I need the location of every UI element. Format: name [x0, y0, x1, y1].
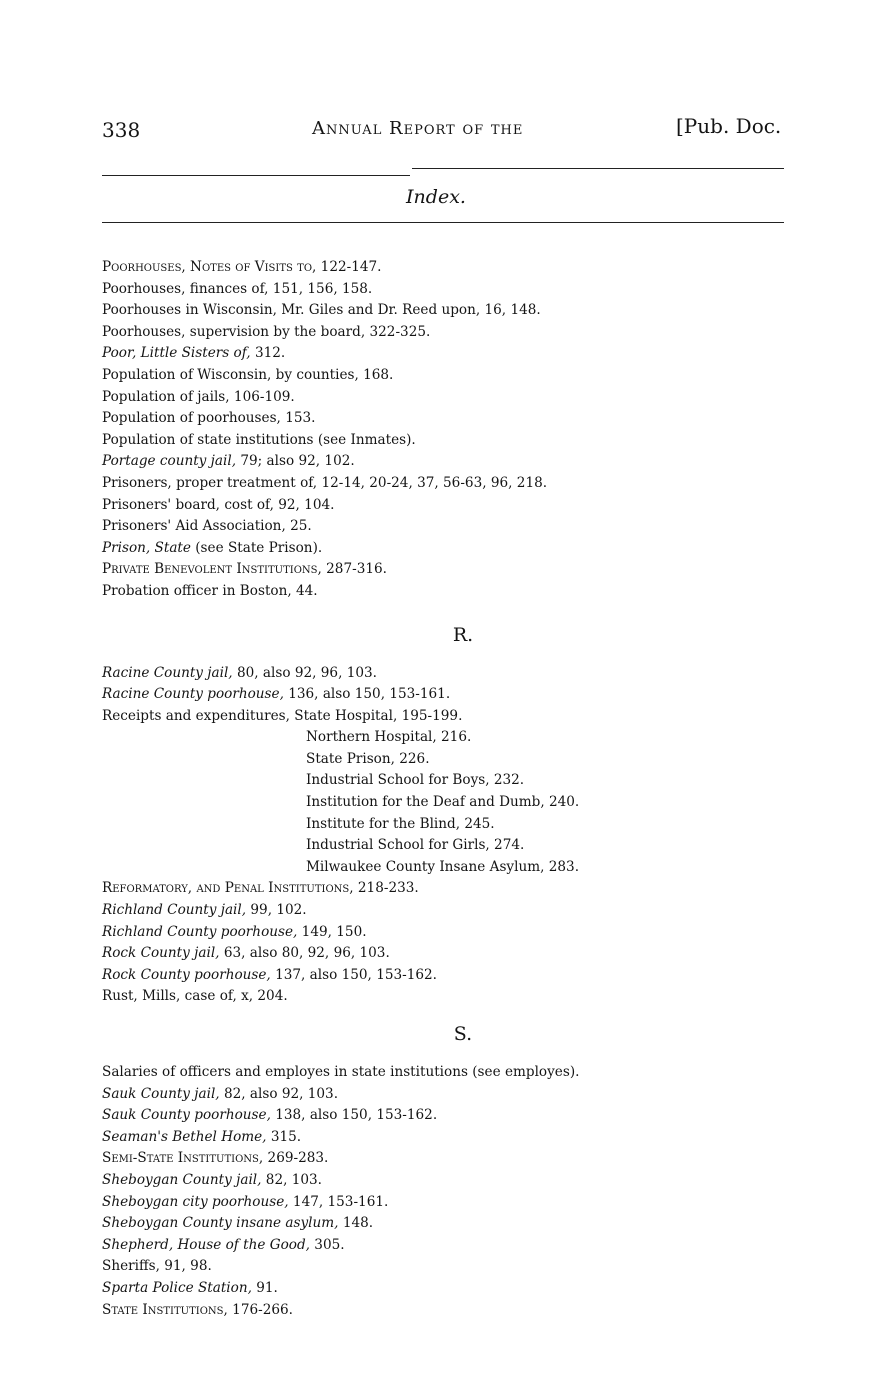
index-subentry: [102, 814, 802, 836]
entry-text: Probation officer in Boston, 44.: [102, 582, 318, 599]
index-subentry: [102, 749, 802, 771]
entry-text: Industrial School for Girls, 274.: [306, 837, 525, 854]
index-entry: [102, 257, 802, 279]
entry-text: Prisoners' Aid Association, 25.: [102, 518, 312, 535]
entry-text: Population of state institutions (see Inmates).: [102, 431, 416, 448]
entry-text: Semi-State Institutions,: [102, 1150, 264, 1167]
entry-text: Prisoners, proper treatment of, 12-14, 20-24, 37, 56-63, 96, 218.: [102, 474, 548, 491]
entry-text: Sauk County jail,: [102, 1085, 220, 1102]
index-entry: [102, 1300, 802, 1322]
index-entry: [102, 559, 802, 581]
entry-text: Sparta Police Station,: [102, 1279, 252, 1296]
index-entry: [102, 451, 802, 473]
index-entry: [102, 878, 802, 900]
entry-text: Reformatory, and Penal Institutions,: [102, 880, 354, 897]
entry-text: Sheboygan County insane asylum,: [102, 1215, 339, 1232]
entry-text: 91.: [251, 1279, 278, 1296]
index-entry: [102, 965, 802, 987]
entry-text: Institution for the Deaf and Dumb, 240.: [306, 794, 580, 811]
index-entry: [102, 684, 802, 706]
index-entry: [102, 473, 802, 495]
entry-text: Population of Wisconsin, by counties, 168.: [102, 366, 394, 383]
entry-text: Rust, Mills, case of, x, 204.: [102, 988, 288, 1005]
entry-text: 136, also 150, 153-161.: [283, 686, 451, 703]
index-entry: [102, 279, 802, 301]
entry-text: 312.: [250, 345, 286, 362]
index-letter-heading: R.: [452, 623, 474, 646]
entry-text: 82, also 92, 103.: [219, 1085, 339, 1102]
index-entry: [102, 1105, 802, 1127]
index-entry: [102, 1127, 802, 1149]
index-entry: [102, 343, 802, 365]
index-entry: [102, 1213, 802, 1235]
entry-text: Prisoners' board, cost of, 92, 104.: [102, 496, 335, 513]
index-entry: [102, 408, 802, 430]
entry-text: Private Benevolent Institutions,: [102, 561, 322, 578]
page-number: 338: [102, 118, 141, 142]
entry-text: 315.: [266, 1128, 302, 1145]
index-subentry: [102, 835, 802, 857]
index-entry: [102, 943, 802, 965]
index-letter-heading: S.: [453, 1023, 473, 1045]
entry-text: Population of poorhouses, 153.: [102, 410, 316, 427]
entry-text: Prison, State: [102, 539, 191, 556]
index-list: [102, 257, 802, 1321]
entry-text: 218-233.: [353, 880, 419, 897]
entry-text: 79; also 92, 102.: [236, 453, 355, 470]
entry-text: Racine County poorhouse,: [102, 686, 284, 703]
entry-text: State Prison, 226.: [306, 750, 430, 767]
entry-text: 176-266.: [227, 1301, 293, 1318]
index-entry: [102, 581, 802, 603]
entry-text: Sheboygan County jail,: [102, 1171, 262, 1188]
entry-text: 147, 153-161.: [288, 1193, 389, 1210]
entry-text: Poorhouses, Notes of Visits to,: [102, 259, 317, 275]
index-entry: [102, 300, 802, 322]
index-entry: [102, 430, 802, 452]
entry-text: Sheriffs, 91, 98.: [102, 1258, 212, 1275]
index-entry: [102, 900, 802, 922]
entry-text: Milwaukee County Insane Asylum, 283.: [306, 858, 580, 875]
entry-text: Rock County poorhouse,: [102, 966, 271, 983]
entry-text: 99, 102.: [246, 902, 307, 919]
entry-text: 269-283.: [263, 1150, 329, 1167]
entry-text: 80, also 92, 96, 103.: [232, 664, 377, 681]
index-entry: [102, 1148, 802, 1170]
entry-text: 63, also 80, 92, 96, 103.: [219, 945, 390, 962]
entry-text: Salaries of officers and employes in state institutions (see employes).: [102, 1064, 580, 1080]
page-header: [0, 112, 872, 146]
index-entry: [102, 706, 802, 728]
entry-text: (see State Prison).: [190, 539, 323, 556]
entry-text: Richland County poorhouse,: [102, 923, 298, 940]
index-entry: [102, 538, 802, 560]
header-rule-left: [102, 175, 410, 176]
entry-text: Poor, Little Sisters of,: [102, 345, 251, 362]
entry-text: Richland County jail,: [102, 902, 247, 919]
index-subentry: [102, 770, 802, 792]
entry-text: 138, also 150, 153-162.: [270, 1107, 438, 1124]
index-entry: [102, 1084, 802, 1106]
entry-text: Shepherd, House of the Good,: [102, 1236, 310, 1253]
entry-text: State Institutions,: [102, 1301, 228, 1318]
index-entry: [102, 322, 802, 344]
entry-text: Sheboygan city poorhouse,: [102, 1193, 289, 1210]
entry-text: 82, 103.: [261, 1171, 322, 1188]
entry-text: Receipts and expenditures, State Hospital, 195-199.: [102, 707, 463, 724]
entry-text: Portage county jail,: [102, 453, 237, 470]
index-entry: [102, 986, 802, 1008]
index-entry: [102, 516, 802, 538]
index-entry: [102, 663, 802, 685]
index-entry: [102, 1235, 802, 1257]
header-rule-right: [412, 168, 784, 169]
entry-text: 287-316.: [321, 561, 387, 578]
entry-text: Institute for the Blind, 245.: [306, 815, 495, 832]
index-subentry: [102, 792, 802, 814]
document-reference: [Pub. Doc.: [676, 114, 782, 138]
entry-text: Industrial School for Boys, 232.: [306, 772, 525, 789]
heading-rule: [102, 222, 784, 223]
index-entry: [102, 922, 802, 944]
entry-text: 137, also 150, 153-162.: [270, 966, 438, 983]
index-entry: [102, 1278, 802, 1300]
entry-text: Population of jails, 106-109.: [102, 388, 295, 405]
entry-text: Poorhouses, finances of, 151, 156, 158.: [102, 280, 373, 297]
entry-text: Poorhouses in Wisconsin, Mr. Giles and Dr. Reed upon, 16, 148.: [102, 302, 541, 319]
section-heading: Index.: [406, 186, 466, 208]
entry-text: 149, 150.: [297, 923, 367, 940]
index-subentry: [102, 857, 802, 879]
entry-text: Sauk County poorhouse,: [102, 1107, 271, 1124]
index-entry: [102, 1170, 802, 1192]
entry-text: Racine County jail,: [102, 664, 233, 681]
index-entry: [102, 387, 802, 409]
index-entry: [102, 1256, 802, 1278]
entry-text: 148.: [338, 1215, 374, 1232]
entry-text: Poorhouses, supervision by the board, 322-325.: [102, 323, 431, 340]
entry-text: Seaman's Bethel Home,: [102, 1128, 267, 1145]
index-subentry: [102, 727, 802, 749]
running-title: Annual Report of the: [312, 118, 524, 139]
entry-text: Rock County jail,: [102, 945, 220, 962]
index-entry: [102, 1062, 802, 1084]
entry-text: Northern Hospital, 216.: [306, 729, 472, 746]
index-entry: [102, 365, 802, 387]
index-entry: [102, 1192, 802, 1214]
index-entry: [102, 495, 802, 517]
entry-text: 305.: [309, 1236, 345, 1253]
entry-text: 122-147.: [316, 259, 382, 275]
